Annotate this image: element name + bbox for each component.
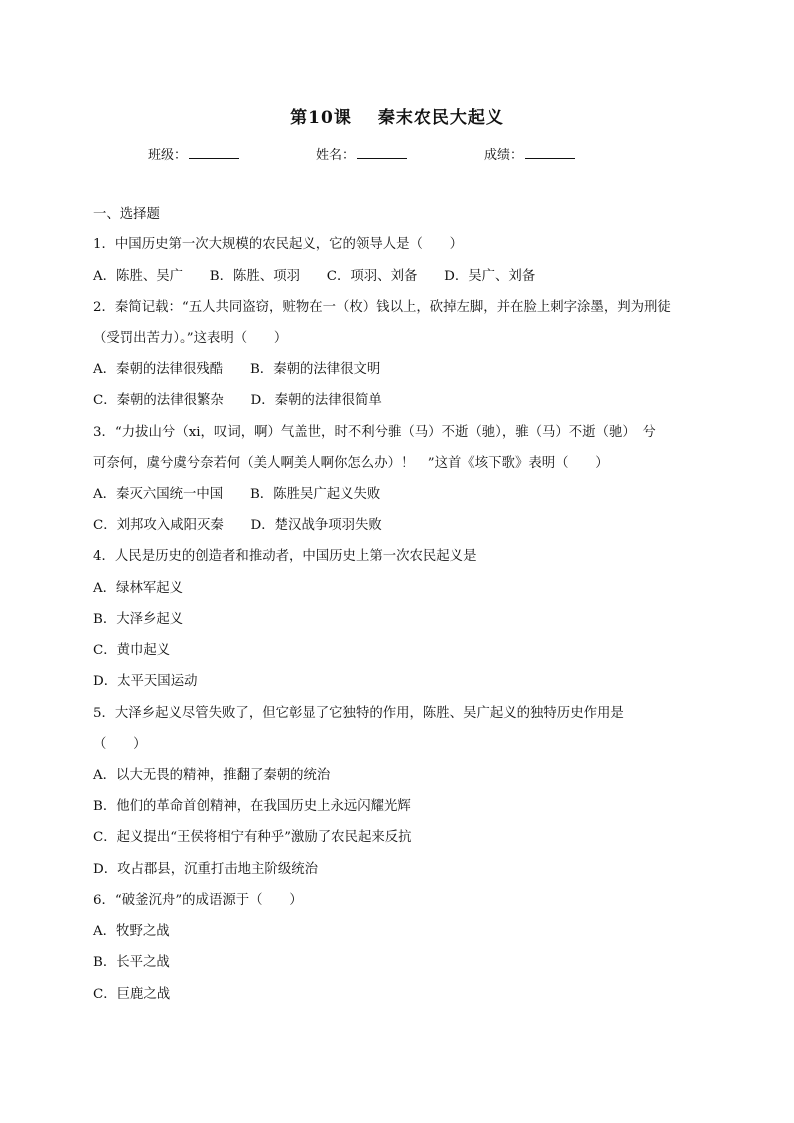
student-info-row [0,144,794,164]
class-label: 班级： [148,148,188,163]
q3-stem-line1: 3．“力拔山兮（xi，叹词，啊）气盖世，时不利兮骓（马）不逝（驰），骓（马）不逝（驰） 兮 [93,425,656,440]
q2-stem-line2: （受罚出苦力）。”这表明（ ） [93,331,288,346]
q5-option-a: A．以大无畏的精神，推翻了秦朝的统治 [93,768,331,783]
q6-option-c: C．巨鹿之战 [93,987,171,1002]
score-field[interactable] [484,144,575,163]
score-label: 成绩： [484,148,524,163]
score-blank[interactable] [525,145,575,159]
q3-options-cd: C．刘邦攻入咸阳灭秦 D．楚汉战争项羽失败 [93,518,382,533]
q3-stem-line2: 可奈何，虞兮虞兮奈若何（美人啊美人啊你怎么办）！ ”这首《垓下歌》表明（ ） [93,456,609,471]
q4-option-c: C．黄巾起义 [93,643,171,658]
q5-option-d: D．攻占郡县，沉重打击地主阶级统治 [93,862,318,877]
q6-stem: 6．“破釜沉舟”的成语源于（ ） [93,893,303,908]
q4-option-a: A．绿林军起义 [93,581,184,596]
q5-stem-line2: （ ） [93,737,147,752]
lesson-topic: 秦末农民大起义 [377,108,504,128]
name-blank[interactable] [357,145,407,159]
name-field[interactable] [316,144,407,163]
q5-option-c: C．起义提出“王侯将相宁有种乎”激励了农民起来反抗 [93,830,412,845]
q3-options-ab: A．秦灭六国统一中国 B．陈胜吴广起义失败 [93,487,381,502]
q4-option-d: D．太平天国运动 [93,674,198,689]
page-title [0,103,794,128]
q5-option-b: B．他们的革命首创精神，在我国历史上永远闪耀光辉 [93,799,411,814]
lesson-number: 第10课 [290,108,352,128]
q4-option-b: B．大泽乡起义 [93,612,184,627]
class-blank[interactable] [189,145,239,159]
q1-stem: 1．中国历史第一次大规模的农民起义，它的领导人是（ ） [93,237,464,252]
q2-options-ab: A．秦朝的法律很残酷 B．秦朝的法律很文明 [93,362,381,377]
section-title: 一、选择题 [93,207,160,222]
q6-option-b: B．长平之战 [93,955,170,970]
q6-option-a: A．牧野之战 [93,924,170,939]
q1-options: A．陈胜、吴广 B．陈胜、项羽 C．项羽、刘备 D．吴广、刘备 [93,269,536,284]
class-field[interactable] [148,144,239,163]
q2-stem-line1: 2．秦简记载：“五人共同盗窃，赃物在一（枚）钱以上，砍掉左脚，并在脸上刺字涂墨，判为刑徒 [93,300,671,315]
name-label: 姓名： [316,148,356,163]
q2-options-cd: C．秦朝的法律很繁杂 D．秦朝的法律很简单 [93,393,382,408]
q4-stem: 4．人民是历史的创造者和推动者，中国历史上第一次农民起义是 [93,549,477,564]
q5-stem-line1: 5．大泽乡起义尽管失败了，但它彰显了它独特的作用，陈胜、吴广起义的独特历史作用是 [93,706,624,721]
